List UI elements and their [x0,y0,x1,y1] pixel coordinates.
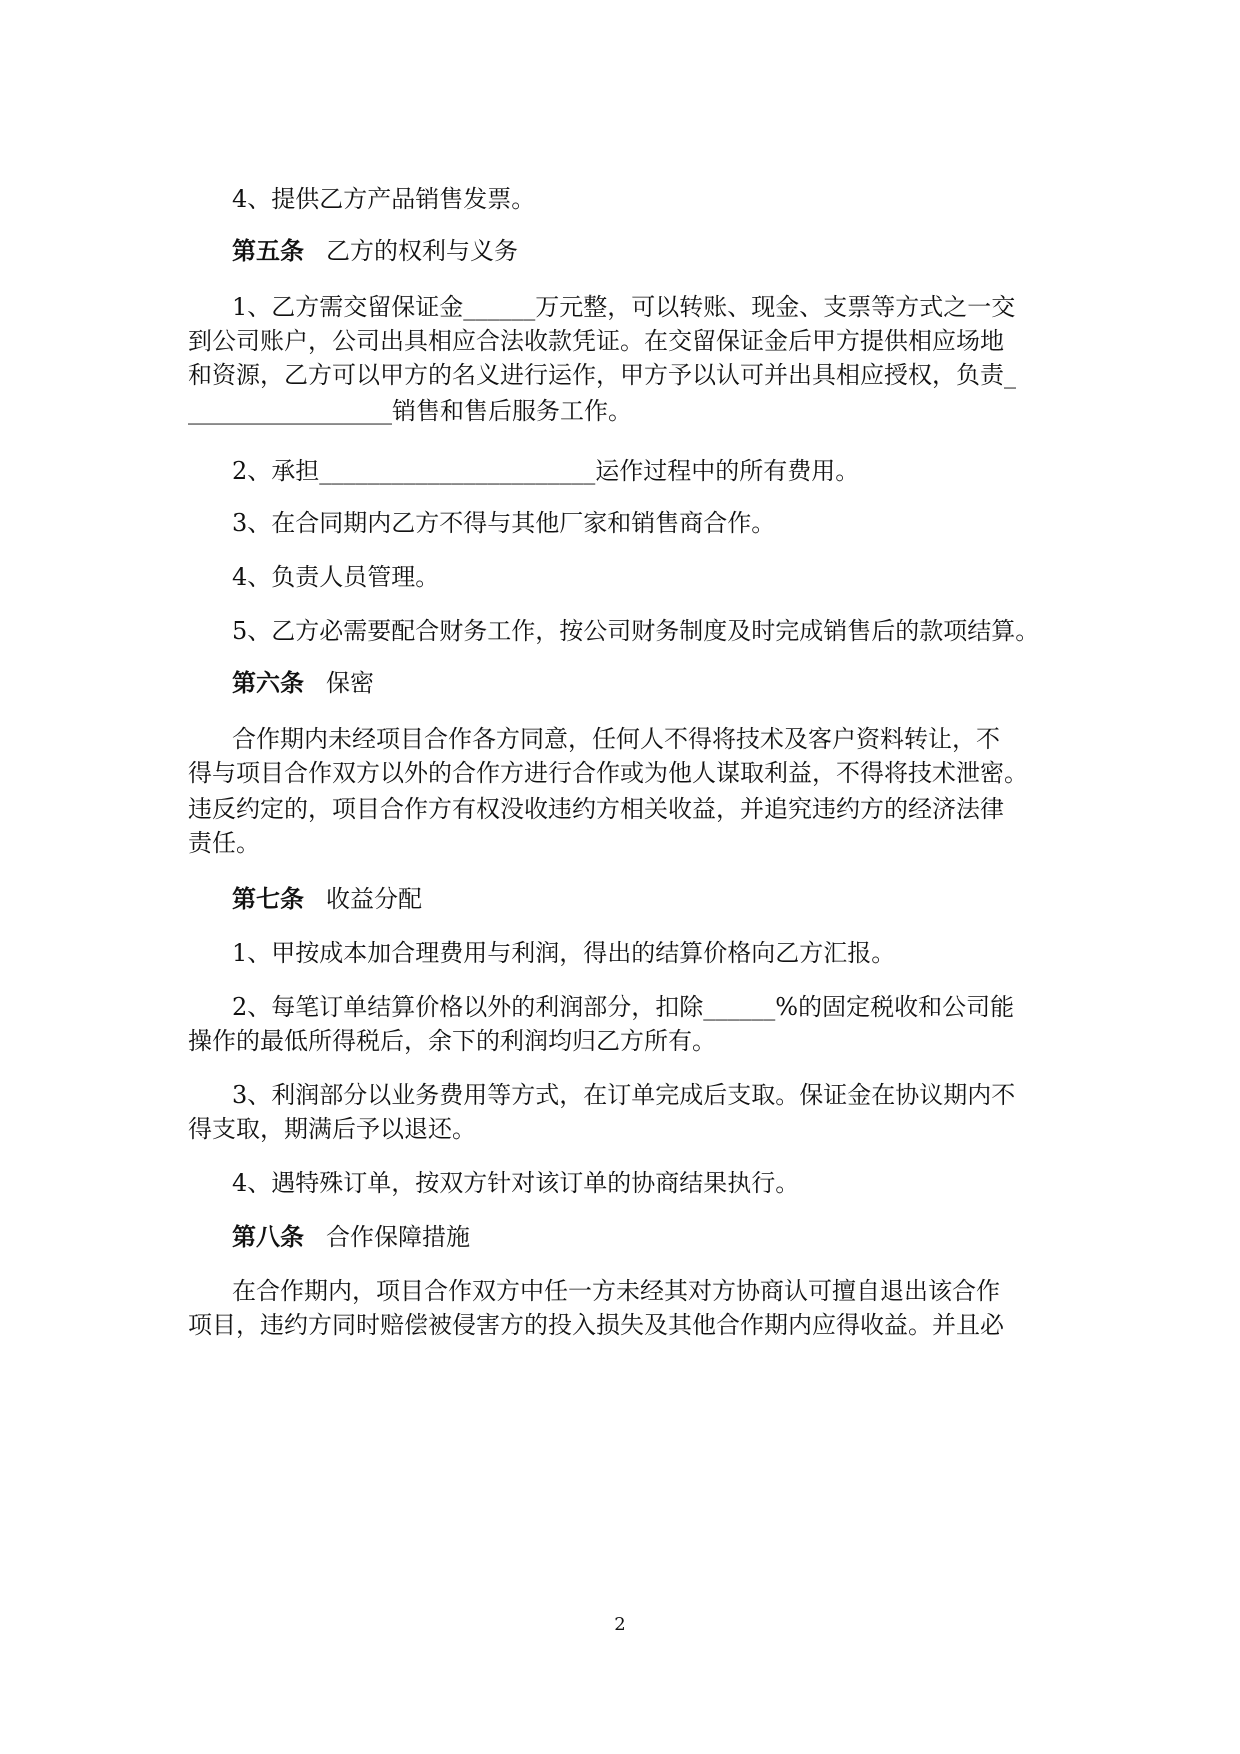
article-number: 第七条 [232,885,304,913]
paragraph-line: _________________销售和售后服务工作。 [188,397,632,425]
paragraph-line: 3、利润部分以业务费用等方式，在订单完成后支取。保证金在协议期内不 [232,1081,1016,1109]
paragraph-line: 责任。 [188,829,260,857]
paragraph-line: 1、乙方需交留保证金______万元整，可以转账、现金、支票等方式之一交 [232,293,1016,321]
article-7-heading [232,884,1112,914]
article-number: 第八条 [232,1223,304,1251]
article-number: 第五条 [232,237,304,265]
page-number: 2 [614,1614,626,1635]
paragraph-line: 5、乙方必需要配合财务工作，按公司财务制度及时完成销售后的款项结算。 [232,617,1040,645]
article-title: 收益分配 [326,885,422,913]
paragraph-line: 合作期内未经项目合作各方同意，任何人不得将技术及客户资料转让，不 [232,725,1000,753]
paragraph-line: 3、在合同期内乙方不得与其他厂家和销售商合作。 [232,509,776,537]
paragraph-line: 违反约定的，项目合作方有权没收违约方相关收益，并追究违约方的经济法律 [188,795,1004,823]
paragraph-line: 4、提供乙方产品销售发票。 [232,185,536,213]
paragraph-line: 和资源，乙方可以甲方的名义进行运作，甲方予以认可并出具相应授权，负责_ [188,361,1016,389]
paragraph-line: 2、承担_______________________运作过程中的所有费用。 [232,457,860,485]
article-8-heading [232,1222,1112,1252]
paragraph-line: 得支取，期满后予以退还。 [188,1115,476,1143]
paragraph-line: 项目，违约方同时赔偿被侵害方的投入损失及其他合作期内应得收益。并且必 [188,1311,1004,1339]
paragraph-line: 到公司账户，公司出具相应合法收款凭证。在交留保证金后甲方提供相应场地 [188,327,1004,355]
article-5-heading [232,236,1112,266]
paragraph-line: 在合作期内，项目合作双方中任一方未经其对方协商认可擅自退出该合作 [232,1277,1000,1305]
paragraph-line: 1、甲按成本加合理费用与利润，得出的结算价格向乙方汇报。 [232,939,896,967]
paragraph-line: 操作的最低所得税后，余下的利润均归乙方所有。 [188,1027,716,1055]
article-title: 保密 [326,669,374,697]
paragraph-line: 4、负责人员管理。 [232,563,440,591]
article-6-heading [232,668,1112,698]
paragraph-line: 4、遇特殊订单，按双方针对该订单的协商结果执行。 [232,1169,800,1197]
article-number: 第六条 [232,669,304,697]
paragraph-line: 2、每笔订单结算价格以外的利润部分，扣除______%的固定税收和公司能 [232,993,1015,1021]
article-title: 乙方的权利与义务 [326,237,518,265]
paragraph-line: 得与项目合作双方以外的合作方进行合作或为他人谋取利益，不得将技术泄密。 [188,759,1028,787]
article-title: 合作保障措施 [326,1223,470,1251]
